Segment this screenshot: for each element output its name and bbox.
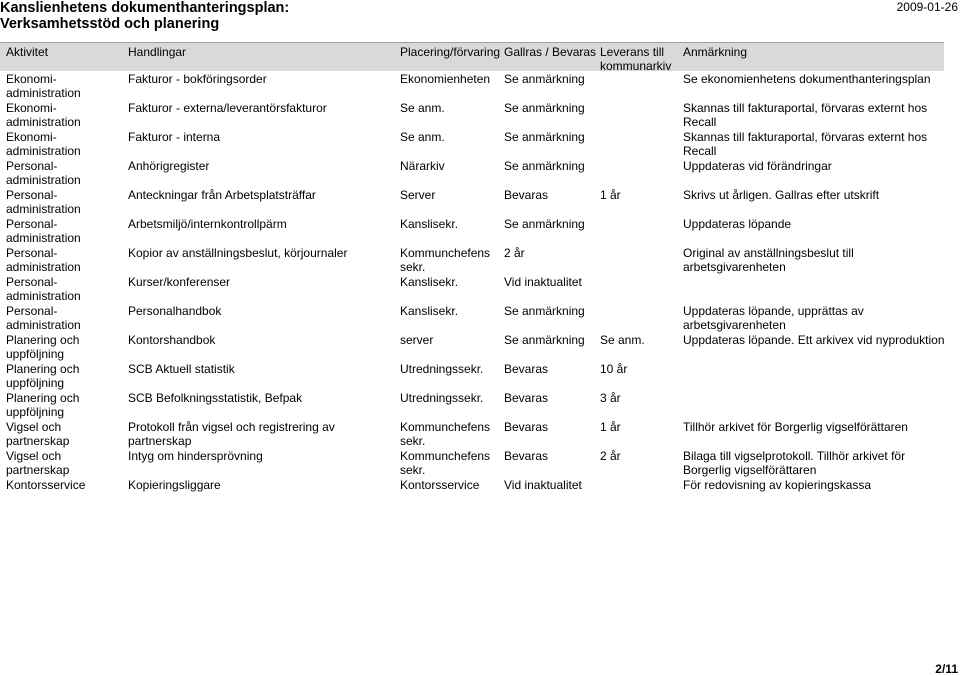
cell-handlingar: Arbetsmiljö/internkontrollpärm: [128, 217, 287, 231]
table-row: [0, 449, 944, 478]
table-row: [0, 217, 944, 246]
cell-placering: Server: [400, 188, 436, 202]
cell-placering: Kommunchefens sekr.: [400, 420, 491, 448]
table-row: [0, 275, 944, 304]
column-header-anmarkning: Anmärkning: [683, 45, 748, 59]
cell-aktivitet: Personal-administration: [6, 159, 81, 187]
cell-handlingar: Kopieringsliggare: [128, 478, 221, 492]
cell-handlingar: Personalhandbok: [128, 304, 222, 318]
table-row: [0, 72, 944, 101]
cell-anmarkning: Skannas till fakturaportal, förvaras externt hos Recall: [683, 130, 928, 158]
cell-anmarkning: Original av anställningsbeslut till arbetsgivarenheten: [683, 246, 854, 274]
cell-leverans: 1 år: [600, 188, 621, 202]
cell-leverans: Se anm.: [600, 333, 645, 347]
cell-anmarkning: Uppdateras vid förändringar: [683, 159, 832, 173]
cell-handlingar: SCB Aktuell statistik: [128, 362, 235, 376]
cell-anmarkning: Se ekonomienhetens dokumenthanteringsplan: [683, 72, 931, 86]
cell-handlingar: Kurser/konferenser: [128, 275, 231, 289]
page-number: 2/11: [935, 662, 958, 676]
table-row: [0, 101, 944, 130]
column-header-placering: Placering/förvaring: [400, 45, 501, 59]
cell-placering: Utredningssekr.: [400, 391, 484, 405]
cell-aktivitet: Kontorsservice: [6, 478, 86, 492]
cell-aktivitet: Vigsel och partnerskap: [6, 420, 70, 448]
cell-handlingar: Protokoll från vigsel och registrering av partnerskap: [128, 420, 335, 448]
cell-handlingar: Intyg om hindersprövning: [128, 449, 263, 463]
cell-placering: Kanslisekr.: [400, 275, 459, 289]
cell-gallras: Vid inaktualitet: [504, 275, 582, 289]
cell-gallras: Se anmärkning: [504, 130, 585, 144]
cell-gallras: Vid inaktualitet: [504, 478, 582, 492]
table-row: [0, 478, 944, 507]
cell-anmarkning: Uppdateras löpande: [683, 217, 792, 231]
cell-aktivitet: Planering och uppföljning: [6, 362, 80, 390]
cell-handlingar: Anhörigregister: [128, 159, 210, 173]
cell-aktivitet: Planering och uppföljning: [6, 391, 80, 419]
cell-handlingar: Kopior av anställningsbeslut, körjournaler: [128, 246, 348, 260]
cell-handlingar: Fakturor - interna: [128, 130, 221, 144]
cell-gallras: Bevaras: [504, 420, 549, 434]
column-header-aktivitet: Aktivitet: [6, 45, 49, 59]
cell-gallras: Se anmärkning: [504, 333, 585, 347]
cell-gallras: Se anmärkning: [504, 101, 585, 115]
cell-gallras: Se anmärkning: [504, 304, 585, 318]
table-row: [0, 391, 944, 420]
cell-gallras: Se anmärkning: [504, 159, 585, 173]
cell-leverans: 10 år: [600, 362, 628, 376]
cell-leverans: 2 år: [600, 449, 621, 463]
cell-aktivitet: Planering och uppföljning: [6, 333, 80, 361]
table-header: [0, 42, 944, 71]
cell-gallras: Bevaras: [504, 391, 549, 405]
table-row: [0, 188, 944, 217]
document-date: 2009-01-26: [896, 0, 958, 14]
cell-anmarkning: Skrivs ut årligen. Gallras efter utskrift: [683, 188, 880, 202]
cell-placering: Kontorsservice: [400, 478, 480, 492]
cell-anmarkning: Skannas till fakturaportal, förvaras externt hos Recall: [683, 101, 928, 129]
document-subtitle: Verksamhetsstöd och planering: [0, 16, 220, 32]
cell-handlingar: SCB Befolkningsstatistik, Befpak: [128, 391, 303, 405]
cell-handlingar: Fakturor - bokföringsorder: [128, 72, 267, 86]
cell-anmarkning: Tillhör arkivet för Borgerlig vigselförättaren: [683, 420, 908, 434]
cell-leverans: 1 år: [600, 420, 621, 434]
cell-handlingar: Anteckningar från Arbetsplatsträffar: [128, 188, 316, 202]
table-row: [0, 362, 944, 391]
cell-aktivitet: Ekonomi-administration: [6, 130, 81, 158]
cell-placering: Kanslisekr.: [400, 217, 459, 231]
table-row: [0, 130, 944, 159]
cell-aktivitet: Personal-administration: [6, 217, 81, 245]
cell-aktivitet: Ekonomi-administration: [6, 101, 81, 129]
document-header: [0, 0, 960, 40]
cell-anmarkning: Uppdateras löpande. Ett arkivex vid nyproduktion: [683, 333, 945, 347]
cell-leverans: 3 år: [600, 391, 621, 405]
cell-gallras: 2 år: [504, 246, 525, 260]
cell-placering: Kommunchefens sekr.: [400, 246, 491, 274]
table-row: [0, 333, 944, 362]
cell-handlingar: Kontorshandbok: [128, 333, 216, 347]
cell-placering: Närarkiv: [400, 159, 445, 173]
cell-gallras: Bevaras: [504, 362, 549, 376]
cell-aktivitet: Vigsel och partnerskap: [6, 449, 70, 477]
cell-aktivitet: Personal-administration: [6, 188, 81, 216]
column-header-gallras: Gallras / Bevaras: [504, 45, 597, 59]
cell-gallras: Bevaras: [504, 449, 549, 463]
column-header-handlingar: Handlingar: [128, 45, 187, 59]
cell-anmarkning: Bilaga till vigselprotokoll. Tillhör arkivet för Borgerlig vigselförättaren: [683, 449, 906, 477]
cell-placering: server: [400, 333, 434, 347]
cell-placering: Se anm.: [400, 130, 445, 144]
document-title: Kanslienhetens dokumenthanteringsplan:: [0, 0, 290, 16]
table-body: [0, 72, 944, 507]
cell-placering: Kommunchefens sekr.: [400, 449, 491, 477]
cell-placering: Utredningssekr.: [400, 362, 484, 376]
table-row: [0, 246, 944, 275]
cell-aktivitet: Personal-administration: [6, 246, 81, 274]
cell-placering: Kanslisekr.: [400, 304, 459, 318]
cell-gallras: Bevaras: [504, 188, 549, 202]
cell-aktivitet: Personal-administration: [6, 304, 81, 332]
table-row: [0, 304, 944, 333]
cell-placering: Se anm.: [400, 101, 445, 115]
cell-handlingar: Fakturor - externa/leverantörsfakturor: [128, 101, 327, 115]
table-row: [0, 159, 944, 188]
cell-aktivitet: Personal-administration: [6, 275, 81, 303]
cell-gallras: Se anmärkning: [504, 217, 585, 231]
table-row: [0, 420, 944, 449]
column-header-leverans: Leverans till kommunarkiv: [600, 45, 672, 73]
cell-anmarkning: Uppdateras löpande, upprättas av arbetsgivarenheten: [683, 304, 864, 332]
cell-anmarkning: För redovisning av kopieringskassa: [683, 478, 872, 492]
cell-aktivitet: Ekonomi-administration: [6, 72, 81, 100]
cell-gallras: Se anmärkning: [504, 72, 585, 86]
cell-placering: Ekonomienheten: [400, 72, 491, 86]
